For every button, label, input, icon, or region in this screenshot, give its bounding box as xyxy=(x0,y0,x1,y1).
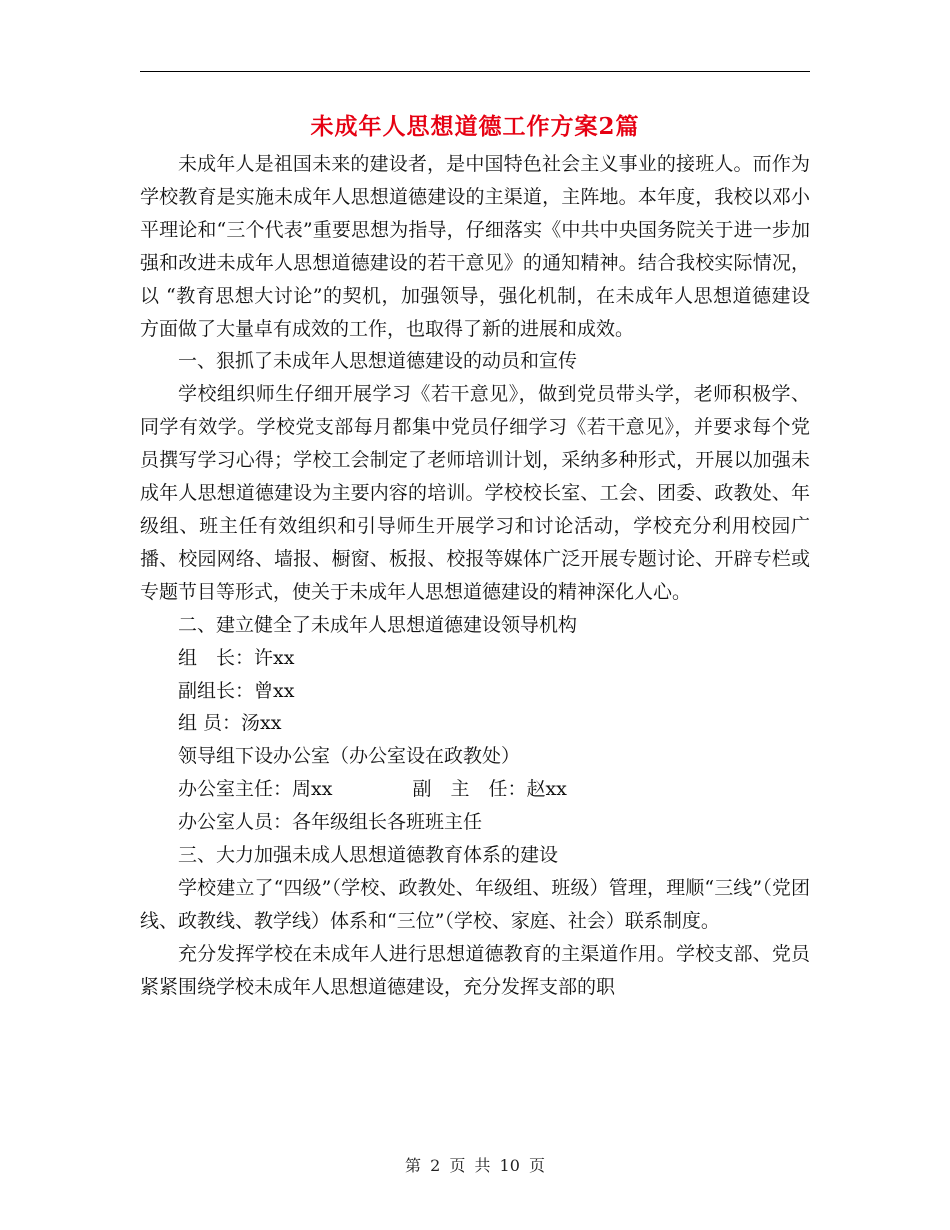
office-director-line xyxy=(140,773,810,806)
section-1-paragraph: 学校组织师生仔细开展学习《若干意见》，做到党员带头学，老师积极学、同学有效学。学校党支部每月都集中党员仔细学习《若干意见》，并要求每个党员撰写学习心得；学校工会制定了老师培训计划，采纳多种形式，开展以加强未成年人思想道德建设为主要内容的培训。学校校长室、工会、团委、政教处、年级组、班主任有效组织和引导师生开展学习和讨论活动，学校充分利用校园广播、校园网络、墙报、橱窗、板报、校报等媒体广泛开展专题讨论、开辟专栏或专题节目等形式，使关于未成年人思想道德建设的精神深化人心。 xyxy=(140,383,810,603)
section-2-heading: 二、建立健全了未成年人思想道德建设领导机构 xyxy=(178,613,578,636)
office-staff-line: 办公室人员：各年级组长各班班主任 xyxy=(178,811,483,834)
section-1-heading: 一、狠抓了未成年人思想道德建设的动员和宣传 xyxy=(178,350,578,373)
document-title: 未成年人思想道德工作方案2篇 xyxy=(310,113,640,140)
header-rule xyxy=(140,71,810,72)
intro-paragraph: 未成年人是祖国未来的建设者，是中国特色社会主义事业的接班人。而作为学校教育是实施未成年人思想道德建设的主渠道，主阵地。本年度，我校以邓小平理论和“三个代表”重要思想为指导，仔细落实《中共中央国务院关于进一步加强和改进未成年人思想道德建设的若干意见》的通知精神。结合我校实际情况，以 “教育思想大讨论”的契机，加强领导，强化机制，在未成年人思想道德建设方面做了大量卓有成效的工作，也取得了新的进展和成效。 xyxy=(140,153,810,340)
office-setup-line: 领导组下设办公室（办公室设在政教处） xyxy=(178,745,521,768)
section-3-paragraph-2: 充分发挥学校在未成年人进行思想道德教育的主渠道作用。学校支部、党员紧紧围绕学校未成年人思想道德建设，充分发挥支部的职 xyxy=(140,942,810,998)
document-body xyxy=(140,148,810,1004)
page-number: 第 2 页 共 10 页 xyxy=(405,1156,545,1175)
leader-line: 组 长：许xx xyxy=(178,646,295,669)
vice-leader-line: 副组长：曾xx xyxy=(178,679,295,702)
section-3-paragraph-1: 学校建立了“四级”（学校、政教处、年级组、班级）管理，理顺“三线”（党团线、政教线、教学线）体系和“三位”（学校、家庭、社会）联系制度。 xyxy=(140,876,810,932)
office-vice-director: 副 主 任：赵xx xyxy=(412,778,567,801)
member-line: 组 员：汤xx xyxy=(178,712,282,735)
section-3-heading: 三、大力加强未成人思想道德教育体系的建设 xyxy=(178,844,559,867)
office-director: 办公室主任：周xx xyxy=(178,778,333,801)
